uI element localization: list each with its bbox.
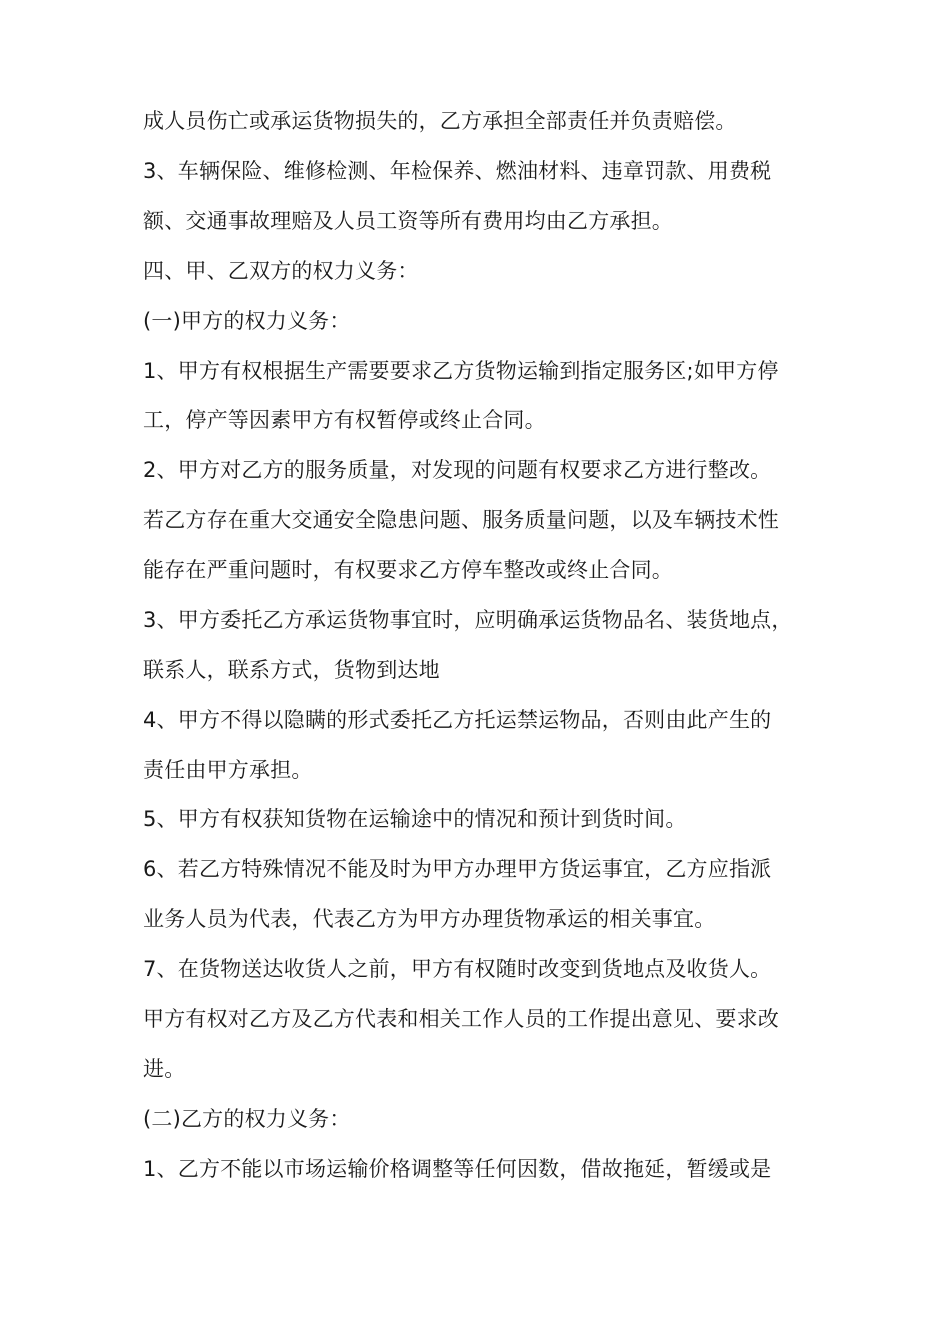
text-line: 1、甲方有权根据生产需要要求乙方货物运输到指定服务区;如甲方停	[143, 359, 779, 383]
subsection-heading: (二)乙方的权力义务：	[143, 1107, 351, 1131]
text-line: 3、甲方委托乙方承运货物事宜时，应明确承运货物品名、装货地点，	[143, 608, 793, 632]
text-line: 联系人，联系方式，货物到达地	[143, 658, 440, 682]
text-line: 2、甲方对乙方的服务质量，对发现的问题有权要求乙方进行整改。	[143, 458, 772, 482]
text-line: 5、甲方有权获知货物在运输途中的情况和预计到货时间。	[143, 807, 687, 831]
text-line: 6、若乙方特殊情况不能及时为甲方办理甲方货运事宜，乙方应指派	[143, 857, 772, 881]
text-line: 能存在严重问题时，有权要求乙方停车整改或终止合同。	[143, 558, 673, 582]
text-line: 3、车辆保险、维修检测、年检保养、燃油材料、违章罚款、用费税	[143, 159, 772, 183]
text-line: 7、在货物送达收货人之前，甲方有权随时改变到货地点及收货人。	[143, 957, 772, 981]
text-line: 工，停产等因素甲方有权暂停或终止合同。	[143, 408, 546, 432]
text-line: 额、交通事故理赔及人员工资等所有费用均由乙方承担。	[143, 209, 673, 233]
text-line: 1、乙方不能以市场运输价格调整等任何因数，借故拖延，暂缓或是	[143, 1157, 772, 1181]
section-heading: 四、甲、乙双方的权力义务：	[143, 259, 419, 283]
text-line: 若乙方存在重大交通安全隐患问题、服务质量问题，以及车辆技术性	[143, 508, 779, 532]
text-line: 甲方有权对乙方及乙方代表和相关工作人员的工作提出意见、要求改	[143, 1007, 779, 1031]
text-line: 进。	[143, 1057, 186, 1081]
text-line: 4、甲方不得以隐瞒的形式委托乙方托运禁运物品，否则由此产生的	[143, 708, 772, 732]
subsection-heading: (一)甲方的权力义务：	[143, 309, 351, 333]
text-line: 责任由甲方承担。	[143, 758, 313, 782]
text-line: 业务人员为代表，代表乙方为甲方办理货物承运的相关事宜。	[143, 907, 716, 931]
text-line: 成人员伤亡或承运货物损失的，乙方承担全部责任并负责赔偿。	[143, 109, 737, 133]
